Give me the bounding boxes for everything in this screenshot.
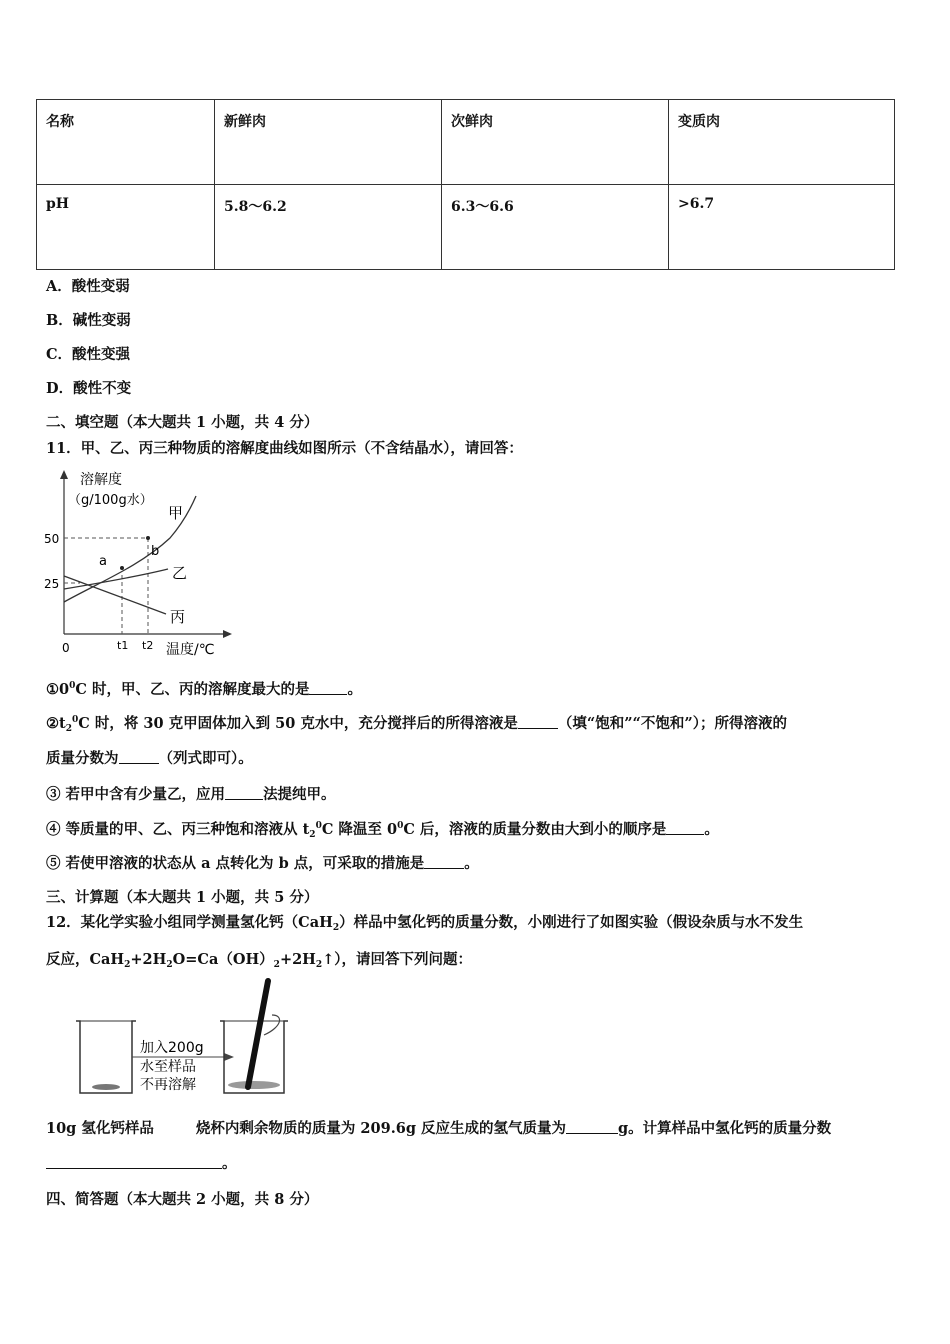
q11-sub2: $②t_2^0C$ 时，将 30 克甲固体加入到 50 克水中，充分搅拌后的所得溶液是 （填“饱和”“不饱和”）；所得溶液的 (46, 715, 787, 734)
label-bing: 丙 (170, 608, 186, 626)
stir-arrow (264, 1015, 280, 1035)
table-header-row (37, 100, 895, 185)
answer-blank[interactable] (46, 1156, 222, 1169)
y-label-1: 溶解度 (80, 472, 122, 488)
figure-text-2: 水至样品 (140, 1059, 196, 1075)
beaker-left (76, 1021, 136, 1093)
q11-stem: 11．甲、乙、丙三种物质的溶解度曲线如图所示（不含结晶水），请回答： (46, 440, 523, 457)
table-cell: 次鲜肉 (442, 100, 669, 185)
label-b: b (151, 544, 160, 559)
option-d: D．酸性不变 (46, 380, 132, 397)
point-a (120, 566, 124, 570)
answer-blank[interactable] (225, 787, 263, 800)
tick-50: 50 (44, 532, 60, 546)
table-cell: >6.7 (669, 185, 895, 270)
q11-sub4: ④ 等质量的甲、乙、丙三种饱和溶液从 $t_2^0C$ 降温至 $0^0C$ 后，溶液的质量分数由大到小的顺序是 。 (46, 821, 719, 840)
q12-line-2: 反应，$CaH_2+2H_2O=Ca(OH)_2+2H_2↑$），请回答下列问题： (46, 951, 473, 970)
answer-blank[interactable] (566, 1121, 618, 1134)
point-b (146, 536, 150, 540)
answer-blank[interactable] (309, 682, 347, 695)
figure-text-3: 不再溶解 (140, 1077, 196, 1093)
label-jia: 甲 (168, 504, 184, 522)
table-cell: 5.8～6.2 (215, 185, 442, 270)
curve-bing (64, 576, 166, 614)
x-label: 温度/℃ (166, 642, 215, 658)
table-cell: 变质肉 (669, 100, 895, 185)
answer-blank[interactable] (424, 856, 464, 869)
tick-t2: t2 (142, 639, 154, 652)
answer-blank[interactable] (666, 822, 704, 835)
q11-sub1: $①0^0C$ 时，甲、乙、丙的溶解度最大的是 。 (46, 681, 362, 698)
tick-0: 0 (62, 641, 70, 655)
option-a: A．酸性变弱 (46, 278, 130, 295)
table-cell: 6.3～6.6 (442, 185, 669, 270)
label-yi: 乙 (172, 564, 188, 582)
q11-sub3: ③ 若甲中含有少量乙，应用 法提纯甲。 (46, 786, 336, 803)
solubility-chart (40, 462, 240, 662)
y-axis-arrow (60, 470, 68, 479)
tick-25: 25 (44, 577, 60, 591)
table-cell: pH (37, 185, 215, 270)
answer-blank[interactable] (518, 716, 558, 729)
q12-caption-cont: 。 (46, 1152, 237, 1173)
label-a: a (99, 554, 107, 569)
table-row (37, 185, 895, 270)
q11-sub2-cont: 质量分数为 （列式即可）。 (46, 750, 253, 767)
table-cell: 名称 (37, 100, 215, 185)
arrow-head (224, 1053, 234, 1061)
y-label-2: （g/100g水） (68, 493, 153, 508)
table-cell: 新鲜肉 (215, 100, 442, 185)
answer-blank[interactable] (119, 751, 159, 764)
section-3-title: 三、计算题（本大题共 1 小题，共 5 分） (46, 889, 319, 906)
x-axis-arrow (223, 630, 232, 638)
section-4-title: 四、简答题（本大题共 2 小题，共 8 分） (46, 1191, 319, 1208)
q12-caption: 10g 氢化钙样品 烧杯内剩余物质的质量为 209.6g 反应生成的氢气质量为 g。计算样品中氢化钙的质量分数 (46, 1120, 832, 1137)
section-2-title: 二、填空题（本大题共 1 小题，共 4 分） (46, 414, 319, 431)
curve-yi (64, 569, 168, 589)
option-c: C．酸性变强 (46, 346, 131, 363)
solution-residue (228, 1081, 280, 1089)
q12-line-1: 12．某化学实验小组同学测量氢化钙（CaH$_2$）样品中氢化钙的质量分数，小刚进行了如图实验（假设杂质与水不发生 (46, 914, 804, 933)
experiment-figure (68, 975, 308, 1105)
option-b: B．碱性变弱 (46, 312, 131, 329)
sample-powder (92, 1084, 120, 1090)
q11-sub5: ⑤ 若使甲溶液的状态从 a 点转化为 b 点，可采取的措施是 。 (46, 855, 479, 872)
tick-t1: t1 (117, 639, 129, 652)
figure-text-1: 加入200g (140, 1040, 204, 1056)
ph-table (36, 99, 895, 270)
